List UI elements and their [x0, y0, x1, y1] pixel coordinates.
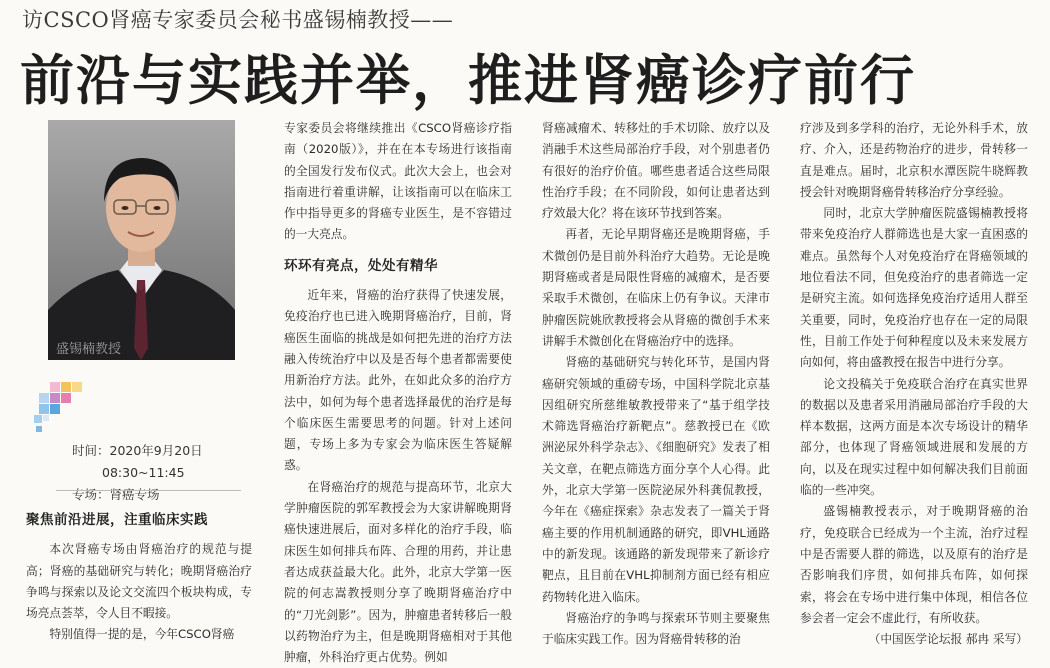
paragraph: 在肾癌治疗的规范与提高环节，北京大学肿瘤医院的郭军教授会为大家讲解晚期肾癌快速进展后，面对多样化的治疗手段，临床医生如何排兵布阵、合理的用药，并让患者达成获益最大化。此外，北京大学第一医院的何志嵩教授则分享了晚期肾癌治疗中的“刀光剑影”。因为，肿瘤患者转移后一般以药物治疗为主，但是晚期肾癌相对于其他肿瘤，外科治疗更占优势。例如 — [284, 479, 512, 665]
byline-credit: （中国医学论坛报 郝冉 采写） — [868, 632, 1028, 647]
paragraph: 专家委员会将继续推出《CSCO肾癌诊疗指南（2020版）》，并在在本专场进行该指南的全国发行发布仪式。此次大会上，也会对指南进行着重讲解，让该指南可以在临床工作中指导更多的肾癌专业医生，是不容错过的一大亮点。 — [284, 121, 512, 242]
paragraph: 疗涉及到多学科的治疗，无论外科手术，放疗、介入，还是药物治疗的进步，骨转移一直是难点。届时，北京积水潭医院牛晓辉教授会针对晚期肾癌骨转移治疗分享经验。 — [800, 121, 1028, 199]
paragraph: 本次肾癌专场由肾癌治疗的规范与提高；肾癌的基础研究与转化；晚期肾癌治疗争鸣与探索以及论文交流四个板块构成，专场亮点荟萃，令人目不暇接。 — [26, 542, 252, 621]
paragraph: 肾癌治疗的争鸣与探索环节则主要聚焦于临床实践工作。因为肾癌骨转移的治 — [542, 610, 770, 647]
info-divider — [56, 490, 241, 491]
article-kicker: 访CSCO肾癌专家委员会秘书盛锡楠教授—— — [22, 8, 454, 32]
decorative-squares — [30, 380, 90, 440]
paragraph: 肾癌减瘤术、转移灶的手术切除、放疗以及消融手术这些局部治疗手段，对个别患者仍有很好的治疗价值。哪些患者适合这些局限性治疗手段；在不同阶段，如何让患者达到疗效最大化？将在该环节找到答案。 — [542, 121, 770, 221]
paragraph: 论文投稿关于免疫联合治疗在真实世界的数据以及患者采用消融局部治疗手段的大样本数据，这两方面是本次专场设计的精华部分，也体现了肾癌领域进展和发展的方向，以及在现实过程中如何解决我们目前面临的一些冲突。 — [800, 376, 1028, 498]
session-name: 专场：肾癌专场 — [72, 487, 160, 502]
paragraph: 再者，无论早期肾癌还是晚期肾癌，手术微创仍是目前外科治疗大趋势。无论是晚期肾癌或者是局限性肾癌的减瘤术，是否要采取手术微创，在临床上仍有争议。天津市肿瘤医院姚欣教授将会从肾癌的微创手术来讲解手术微创化在肾癌治疗中的选择。 — [542, 227, 770, 348]
paragraph: 特别值得一提的是，今年CSCO肾癌 — [49, 627, 235, 642]
paragraph: 肾癌的基础研究与转化环节，是国内肾癌研究领域的重磅专场，中国科学院北京基因组研究所慈维敏教授带来了“基于组学技术筛选肾癌治疗新靶点”。慈教授已在《欧洲泌尿外科学杂志》、《细胞研究》发表了相关文章，在靶点筛选方面分享个人心得。此外，北京大学第一医院泌尿外科龚侃教授，今年在《癌症探索》杂志发表了一篇关于肾癌主要的作用机制通路的研究，即VHL通路中的新发现。该通路的新发现带来了新诊疗靶点，且目前在VHL抑制剂方面已经有相应药物转化进入临床。 — [542, 355, 770, 604]
photo-watermark: 盛锡楠教授 — [56, 342, 122, 357]
column-3 — [542, 118, 770, 650]
paragraph: 同时，北京大学肿瘤医院盛锡楠教授将带来免疫治疗人群筛选也是大家一直困惑的难点。虽然每个人对免疫治疗在肾癌领域的地位看法不同，但免疫治疗的患者筛选一定是研究主流。如何选择免疫治疗适用人群至关重要，同时，免疫治疗也存在一定的局限性，目前工作处于何种程度以及未来发展方向如何，将由盛教授在报告中进行分享。 — [800, 206, 1028, 370]
session-info — [72, 440, 203, 506]
session-time-range: 08:30~11:45 — [102, 465, 185, 480]
column-2 — [284, 118, 512, 668]
article-headline: 前沿与实践并举，推进肾癌诊疗前行 — [20, 49, 916, 112]
portrait-illustration — [48, 120, 235, 360]
section-heading-1: 聚焦前沿进展，注重临床实践 — [26, 512, 208, 528]
portrait-photo — [48, 120, 235, 360]
column-4 — [800, 118, 1028, 650]
paragraph: 盛锡楠教授表示，对于晚期肾癌的治疗，免疫联合已经成为一个主流，治疗过程中是否需要人群的筛选，以及原有的治疗是否影响我们序贯，如何排兵布阵，如何探索，将会在专场中进行集中体现，相信各位参会者一定会不虚此行，有所收获。 — [800, 504, 1028, 625]
section-heading-2: 环环有亮点，处处有精华 — [284, 257, 438, 274]
session-time: 时间：2020年9月20日 — [72, 443, 203, 458]
column-1 — [26, 510, 252, 646]
paragraph: 近年来，肾癌的治疗获得了快速发展，免疫治疗也已进入晚期肾癌治疗，目前，肾癌医生面临的挑战是如何把先进的治疗方法融入传统治疗中以及是否每个患者都需要使用新治疗方法。此外，在如此众多的治疗方法中，如何为每个患者选择最优的治疗是每个临床医生需要思考的问题。针对上述问题，专场上多为专家会为临床医生答疑解惑。 — [284, 288, 512, 473]
